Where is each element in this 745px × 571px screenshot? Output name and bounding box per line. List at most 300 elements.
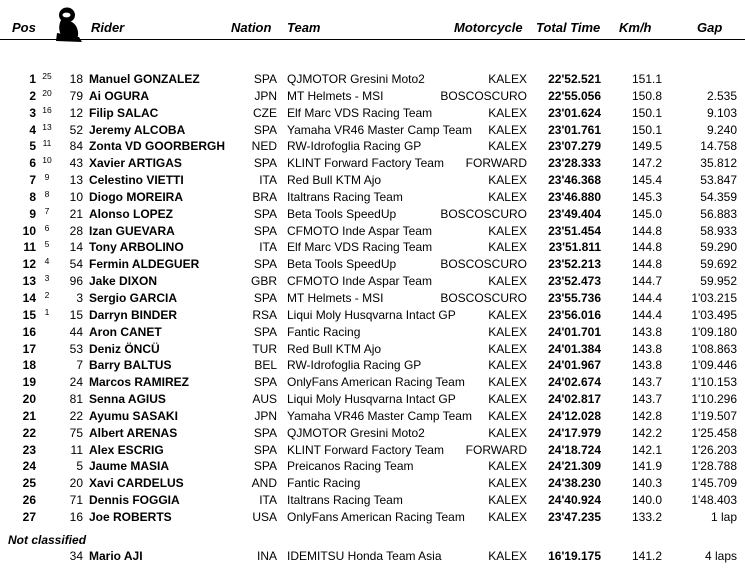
not-classified-label: Not classified <box>8 533 87 547</box>
gap-cell: 56.883 <box>700 206 737 221</box>
team-cell: Italtrans Racing Team <box>287 493 403 508</box>
speed-cell: 145.0 <box>631 206 662 221</box>
nation-cell: SPA <box>253 156 277 171</box>
motorcycle-cell: BOSCOSCURO <box>440 206 527 221</box>
gap-cell: 35.812 <box>700 156 737 171</box>
rider-number-cell: 75 <box>69 425 83 440</box>
position-cell: 7 <box>29 173 36 188</box>
gap-cell: 1'48.403 <box>691 493 737 508</box>
rider-name-cell: Xavi CARDELUS <box>89 476 184 491</box>
rider-name-cell: Alex ESCRIG <box>89 442 164 457</box>
rider-name-cell: Zonta VD GOORBERGH <box>89 139 226 154</box>
motorcycle-cell: FORWARD <box>465 442 527 457</box>
position-cell: 14 <box>22 290 36 305</box>
motorcycle-cell: KALEX <box>488 240 527 255</box>
table-row <box>0 408 745 425</box>
table-row <box>0 324 745 341</box>
gap-cell: 1'10.153 <box>691 375 737 390</box>
rider-number-cell: 34 <box>69 549 83 563</box>
gap-cell: 1'19.507 <box>691 408 737 423</box>
speed-cell: 143.8 <box>631 341 662 356</box>
position-cell: 19 <box>22 375 36 390</box>
speed-cell: 143.7 <box>631 375 662 390</box>
position-cell: 3 <box>29 105 36 120</box>
gap-cell: 1'28.788 <box>691 459 737 474</box>
nation-cell: SPA <box>253 223 277 238</box>
motorcycle-cell: KALEX <box>488 476 527 491</box>
rider-number-cell: 11 <box>70 442 83 457</box>
rider-name-cell: Izan GUEVARA <box>89 223 175 238</box>
nation-cell: USA <box>252 509 277 524</box>
team-cell: Elf Marc VDS Racing Team <box>287 105 433 120</box>
table-row <box>0 391 745 408</box>
gap-cell: 54.359 <box>700 189 737 204</box>
rider-number-cell: 44 <box>69 324 83 339</box>
motorcycle-cell: BOSCOSCURO <box>440 257 527 272</box>
nation-cell: TUR <box>252 341 277 356</box>
total-time-cell: 24'01.967 <box>548 358 601 373</box>
total-time-cell: 23'47.235 <box>548 509 601 524</box>
rider-number-cell: 18 <box>69 72 83 86</box>
total-time-cell: 23'07.279 <box>548 139 601 154</box>
team-cell: MT Helmets - MSI <box>287 290 384 305</box>
rider-number-cell: 22 <box>69 408 83 423</box>
table-row <box>0 239 745 256</box>
results-table <box>0 71 745 526</box>
speed-cell: 140.3 <box>631 476 662 491</box>
points-cell: 5 <box>44 239 50 250</box>
rider-name-cell: Xavier ARTIGAS <box>89 156 182 171</box>
motorcycle-cell: BOSCOSCURO <box>440 88 527 103</box>
team-cell: CFMOTO Inde Aspar Team <box>287 274 432 289</box>
gap-cell: 59.692 <box>700 257 737 272</box>
motorcycle-cell: KALEX <box>488 425 527 440</box>
team-cell: Italtrans Racing Team <box>287 189 403 204</box>
results-header <box>0 6 745 40</box>
team-cell: IDEMITSU Honda Team Asia <box>287 549 442 563</box>
total-time-cell: 23'56.016 <box>548 307 601 322</box>
speed-cell: 150.8 <box>631 88 662 103</box>
rider-number-cell: 52 <box>69 122 83 137</box>
table-row <box>0 374 745 391</box>
speed-cell: 145.3 <box>631 189 662 204</box>
rider-name-cell: Diogo MOREIRA <box>89 189 183 204</box>
not-classified-row <box>0 548 745 565</box>
table-row <box>0 155 745 172</box>
nation-cell: ITA <box>259 493 277 508</box>
speed-cell: 144.8 <box>631 240 662 255</box>
points-cell: 13 <box>42 121 52 132</box>
position-cell: 20 <box>22 392 36 407</box>
table-row <box>0 442 745 459</box>
position-cell: 5 <box>29 139 36 154</box>
speed-cell: 141.9 <box>631 459 662 474</box>
nation-cell: BEL <box>254 358 277 373</box>
gap-cell: 2.535 <box>706 88 737 103</box>
gap-cell: 9.103 <box>706 105 737 120</box>
points-cell: 11 <box>42 138 52 149</box>
team-cell: Fantic Racing <box>287 324 361 339</box>
gap-cell: 58.933 <box>700 223 737 238</box>
total-time-cell: 24'01.701 <box>548 324 601 339</box>
total-time-cell: 24'21.309 <box>548 459 601 474</box>
rider-number-cell: 79 <box>69 88 83 103</box>
points-cell: 2 <box>44 289 50 300</box>
speed-cell: 143.8 <box>631 358 662 373</box>
rider-name-cell: Ai OGURA <box>89 88 149 103</box>
team-cell: MT Helmets - MSI <box>287 88 384 103</box>
motorcycle-cell: KALEX <box>488 341 527 356</box>
total-time-cell: 16'19.175 <box>548 549 601 563</box>
rider-number-cell: 28 <box>69 223 83 238</box>
total-time-cell: 23'51.454 <box>548 223 601 238</box>
points-cell: 3 <box>44 273 50 284</box>
points-cell: 9 <box>44 172 50 183</box>
table-row <box>0 122 745 139</box>
total-time-cell: 23'28.333 <box>548 156 601 171</box>
team-cell: OnlyFans American Racing Team <box>287 375 465 390</box>
total-time-cell: 24'12.028 <box>548 408 601 423</box>
position-cell: 9 <box>29 206 36 221</box>
gap-cell: 4 laps <box>704 549 737 563</box>
team-cell: OnlyFans American Racing Team <box>287 509 465 524</box>
position-cell: 2 <box>29 88 36 103</box>
speed-cell: 149.5 <box>631 139 662 154</box>
rider-number-cell: 10 <box>69 189 83 204</box>
points-cell: 10 <box>42 155 52 166</box>
nation-cell: ITA <box>259 173 277 188</box>
table-row <box>0 341 745 358</box>
gap-cell: 14.758 <box>700 139 737 154</box>
motorcycle-header: Motorcycle <box>454 20 523 35</box>
position-cell: 27 <box>22 509 36 524</box>
table-row <box>0 189 745 206</box>
rider-number-cell: 15 <box>69 307 83 322</box>
speed-cell: 144.4 <box>631 290 662 305</box>
rider-number-cell: 7 <box>76 358 83 373</box>
total-time-cell: 23'01.624 <box>548 105 601 120</box>
total-time-cell: 23'01.761 <box>548 122 601 137</box>
motorcycle-cell: FORWARD <box>465 156 527 171</box>
motorcycle-cell: KALEX <box>488 459 527 474</box>
total-time-cell: 24'38.230 <box>548 476 601 491</box>
speed-cell: 142.2 <box>631 425 662 440</box>
team-cell: Yamaha VR46 Master Camp Team <box>287 122 472 137</box>
motorcycle-cell: KALEX <box>488 105 527 120</box>
speed-cell: 143.8 <box>631 324 662 339</box>
total-time-cell: 24'02.674 <box>548 375 601 390</box>
motorcycle-rider-icon <box>55 6 87 44</box>
rider-name-cell: Barry BALTUS <box>89 358 172 373</box>
nation-cell: SPA <box>253 290 277 305</box>
points-cell: 20 <box>42 87 52 98</box>
position-cell: 10 <box>22 223 36 238</box>
table-row <box>0 290 745 307</box>
rider-number-cell: 5 <box>76 459 83 474</box>
rider-header: Rider <box>91 20 125 35</box>
total-time-cell: 22'52.521 <box>548 72 601 86</box>
points-cell: 8 <box>44 188 50 199</box>
speed-cell: 133.2 <box>631 509 662 524</box>
motorcycle-cell: KALEX <box>488 223 527 238</box>
position-cell: 12 <box>22 257 36 272</box>
rider-number-cell: 13 <box>69 173 83 188</box>
points-cell: 4 <box>44 256 50 267</box>
total-time-cell: 23'52.213 <box>548 257 601 272</box>
team-cell: Beta Tools SpeedUp <box>287 257 397 272</box>
table-row <box>0 223 745 240</box>
nation-cell: AUS <box>252 392 277 407</box>
nation-cell: SPA <box>253 459 277 474</box>
rider-name-cell: Albert ARENAS <box>89 425 178 440</box>
speed-cell: 140.0 <box>631 493 662 508</box>
gap-cell: 1 lap <box>710 509 737 524</box>
gap-cell: 1'03.215 <box>691 290 737 305</box>
nation-cell: AND <box>251 476 277 491</box>
rider-number-cell: 20 <box>69 476 83 491</box>
team-cell: QJMOTOR Gresini Moto2 <box>287 425 425 440</box>
speed-cell: 142.8 <box>631 408 662 423</box>
total-time-cell: 24'18.724 <box>548 442 601 457</box>
motorcycle-cell: KALEX <box>488 375 527 390</box>
rider-number-cell: 12 <box>69 105 83 120</box>
rider-name-cell: Jeremy ALCOBA <box>89 122 186 137</box>
team-cell: CFMOTO Inde Aspar Team <box>287 223 432 238</box>
rider-number-cell: 16 <box>69 509 83 524</box>
rider-name-cell: Darryn BINDER <box>89 307 178 322</box>
rider-name-cell: Jake DIXON <box>89 274 158 289</box>
motorcycle-cell: KALEX <box>488 122 527 137</box>
rider-name-cell: Mario AJI <box>89 549 143 563</box>
position-cell: 26 <box>22 493 36 508</box>
table-row <box>0 509 745 526</box>
rider-name-cell: Alonso LOPEZ <box>89 206 173 221</box>
nation-header: Nation <box>231 20 272 35</box>
motorcycle-cell: KALEX <box>488 274 527 289</box>
nation-cell: SPA <box>253 122 277 137</box>
table-row <box>0 458 745 475</box>
motorcycle-cell: KALEX <box>488 392 527 407</box>
points-cell: 7 <box>44 205 50 216</box>
position-cell: 22 <box>22 425 36 440</box>
gap-cell: 1'45.709 <box>691 476 737 491</box>
position-cell: 25 <box>22 476 36 491</box>
gap-cell: 1'08.863 <box>691 341 737 356</box>
total-time-cell: 24'02.817 <box>548 392 601 407</box>
motorcycle-cell: KALEX <box>488 307 527 322</box>
position-cell: 16 <box>22 324 36 339</box>
gap-cell: 1'09.446 <box>691 358 737 373</box>
rider-name-cell: Sergio GARCIA <box>89 290 178 305</box>
points-cell: 6 <box>44 222 50 233</box>
nation-cell: SPA <box>253 324 277 339</box>
speed-cell: 143.7 <box>631 392 662 407</box>
rider-number-cell: 24 <box>69 375 83 390</box>
speed-cell: 141.2 <box>631 549 662 563</box>
table-row <box>0 357 745 374</box>
rider-name-cell: Dennis FOGGIA <box>89 493 180 508</box>
rider-number-cell: 43 <box>69 156 83 171</box>
team-cell: Red Bull KTM Ajo <box>287 341 382 356</box>
team-cell: Preicanos Racing Team <box>287 459 414 474</box>
table-row <box>0 548 745 565</box>
speed-cell: 142.1 <box>631 442 662 457</box>
team-cell: KLINT Forward Factory Team <box>287 156 444 171</box>
team-cell: Beta Tools SpeedUp <box>287 206 397 221</box>
nation-cell: SPA <box>253 257 277 272</box>
position-cell: 18 <box>22 358 36 373</box>
speed-cell: 150.1 <box>631 122 662 137</box>
motorcycle-cell: KALEX <box>488 139 527 154</box>
table-row <box>0 138 745 155</box>
nation-cell: SPA <box>253 442 277 457</box>
gap-cell: 1'10.296 <box>691 392 737 407</box>
speed-cell: 145.4 <box>631 173 662 188</box>
nation-cell: GBR <box>250 274 277 289</box>
pos-header: Pos <box>12 20 36 35</box>
nation-cell: SPA <box>253 425 277 440</box>
rider-name-cell: Fermin ALDEGUER <box>89 257 200 272</box>
rider-number-cell: 3 <box>76 290 83 305</box>
total-time-cell: 24'40.924 <box>548 493 601 508</box>
position-cell: 4 <box>29 122 36 137</box>
rider-number-cell: 81 <box>69 392 83 407</box>
table-row <box>0 492 745 509</box>
nation-cell: NED <box>251 139 277 154</box>
motorcycle-cell: KALEX <box>488 408 527 423</box>
rider-name-cell: Joe ROBERTS <box>89 509 172 524</box>
table-row <box>0 206 745 223</box>
rider-name-cell: Aron CANET <box>89 324 162 339</box>
position-cell: 15 <box>22 307 36 322</box>
motorcycle-cell: KALEX <box>488 324 527 339</box>
team-cell: QJMOTOR Gresini Moto2 <box>287 72 425 86</box>
nation-cell: CZE <box>253 105 277 120</box>
rider-name-cell: Manuel GONZALEZ <box>89 72 200 86</box>
team-cell: Fantic Racing <box>287 476 361 491</box>
total-time-cell: 23'49.404 <box>548 206 601 221</box>
team-cell: RW-Idrofoglia Racing GP <box>287 139 422 154</box>
rider-number-cell: 84 <box>69 139 83 154</box>
motorcycle-cell: KALEX <box>488 493 527 508</box>
rider-number-cell: 21 <box>69 206 83 221</box>
position-cell: 11 <box>23 240 36 255</box>
speed-cell: 144.8 <box>631 223 662 238</box>
gap-header: Gap <box>697 20 723 35</box>
motorcycle-cell: KALEX <box>488 189 527 204</box>
team-cell: RW-Idrofoglia Racing GP <box>287 358 422 373</box>
total-time-cell: 23'52.473 <box>548 274 601 289</box>
speed-cell: 144.8 <box>631 257 662 272</box>
motorcycle-cell: BOSCOSCURO <box>440 290 527 305</box>
team-cell: KLINT Forward Factory Team <box>287 442 444 457</box>
total-time-cell: 23'46.880 <box>548 189 601 204</box>
gap-cell: 53.847 <box>700 173 737 188</box>
position-cell: 13 <box>22 274 36 289</box>
nation-cell: BRA <box>252 189 277 204</box>
table-row <box>0 256 745 273</box>
speed-cell: 144.4 <box>631 307 662 322</box>
total-time-cell: 23'46.368 <box>548 173 601 188</box>
rider-name-cell: Filip SALAC <box>89 105 159 120</box>
team-cell: Liqui Moly Husqvarna Intact GP <box>287 307 456 322</box>
speed-cell: 147.2 <box>631 156 662 171</box>
rider-name-cell: Celestino VIETTI <box>89 173 184 188</box>
nation-cell: SPA <box>253 206 277 221</box>
rider-number-cell: 14 <box>69 240 83 255</box>
table-row <box>0 88 745 105</box>
total-time-cell: 24'01.384 <box>548 341 601 356</box>
rider-number-cell: 96 <box>69 274 83 289</box>
gap-cell: 59.290 <box>700 240 737 255</box>
position-cell: 21 <box>22 408 36 423</box>
position-cell: 8 <box>29 189 36 204</box>
total-time-header: Total Time <box>536 20 601 35</box>
rider-number-cell: 54 <box>69 257 83 272</box>
kmh-header: Km/h <box>619 20 652 35</box>
table-row <box>0 71 745 88</box>
rider-number-cell: 71 <box>69 493 83 508</box>
rider-name-cell: Ayumu SASAKI <box>89 408 178 423</box>
table-row <box>0 425 745 442</box>
nation-cell: JPN <box>254 88 277 103</box>
nation-cell: ITA <box>259 240 277 255</box>
team-header: Team <box>287 20 321 35</box>
motorcycle-cell: KALEX <box>488 72 527 86</box>
points-cell: 16 <box>42 104 52 115</box>
table-row <box>0 273 745 290</box>
nation-cell: INA <box>256 549 277 563</box>
rider-number-cell: 53 <box>69 341 83 356</box>
total-time-cell: 23'51.811 <box>548 240 601 255</box>
speed-cell: 150.1 <box>631 105 662 120</box>
gap-cell: 59.952 <box>700 274 737 289</box>
team-cell: Liqui Moly Husqvarna Intact GP <box>287 392 456 407</box>
gap-cell: 1'25.458 <box>691 425 737 440</box>
position-cell: 1 <box>29 72 36 86</box>
team-cell: Elf Marc VDS Racing Team <box>287 240 433 255</box>
total-time-cell: 23'55.736 <box>548 290 601 305</box>
position-cell: 17 <box>22 341 36 356</box>
table-row <box>0 105 745 122</box>
speed-cell: 144.7 <box>631 274 662 289</box>
motorcycle-cell: KALEX <box>488 358 527 373</box>
gap-cell: 1'26.203 <box>691 442 737 457</box>
total-time-cell: 22'55.056 <box>548 88 601 103</box>
rider-name-cell: Jaume MASIA <box>89 459 170 474</box>
points-cell: 25 <box>42 71 52 81</box>
position-cell: 6 <box>29 156 36 171</box>
nation-cell: RSA <box>252 307 277 322</box>
speed-cell: 151.1 <box>631 72 662 86</box>
nation-cell: SPA <box>253 72 277 86</box>
nation-cell: JPN <box>254 408 277 423</box>
motorcycle-cell: KALEX <box>488 509 527 524</box>
gap-cell: 1'03.495 <box>691 307 737 322</box>
rider-name-cell: Tony ARBOLINO <box>89 240 184 255</box>
team-cell: Yamaha VR46 Master Camp Team <box>287 408 472 423</box>
rider-name-cell: Senna AGIUS <box>89 392 166 407</box>
table-row <box>0 475 745 492</box>
position-cell: 24 <box>22 459 36 474</box>
table-row <box>0 172 745 189</box>
gap-cell: 9.240 <box>706 122 737 137</box>
total-time-cell: 24'17.979 <box>548 425 601 440</box>
nation-cell: SPA <box>253 375 277 390</box>
motorcycle-cell: KALEX <box>488 173 527 188</box>
points-cell: 1 <box>44 306 50 317</box>
team-cell: Red Bull KTM Ajo <box>287 173 382 188</box>
